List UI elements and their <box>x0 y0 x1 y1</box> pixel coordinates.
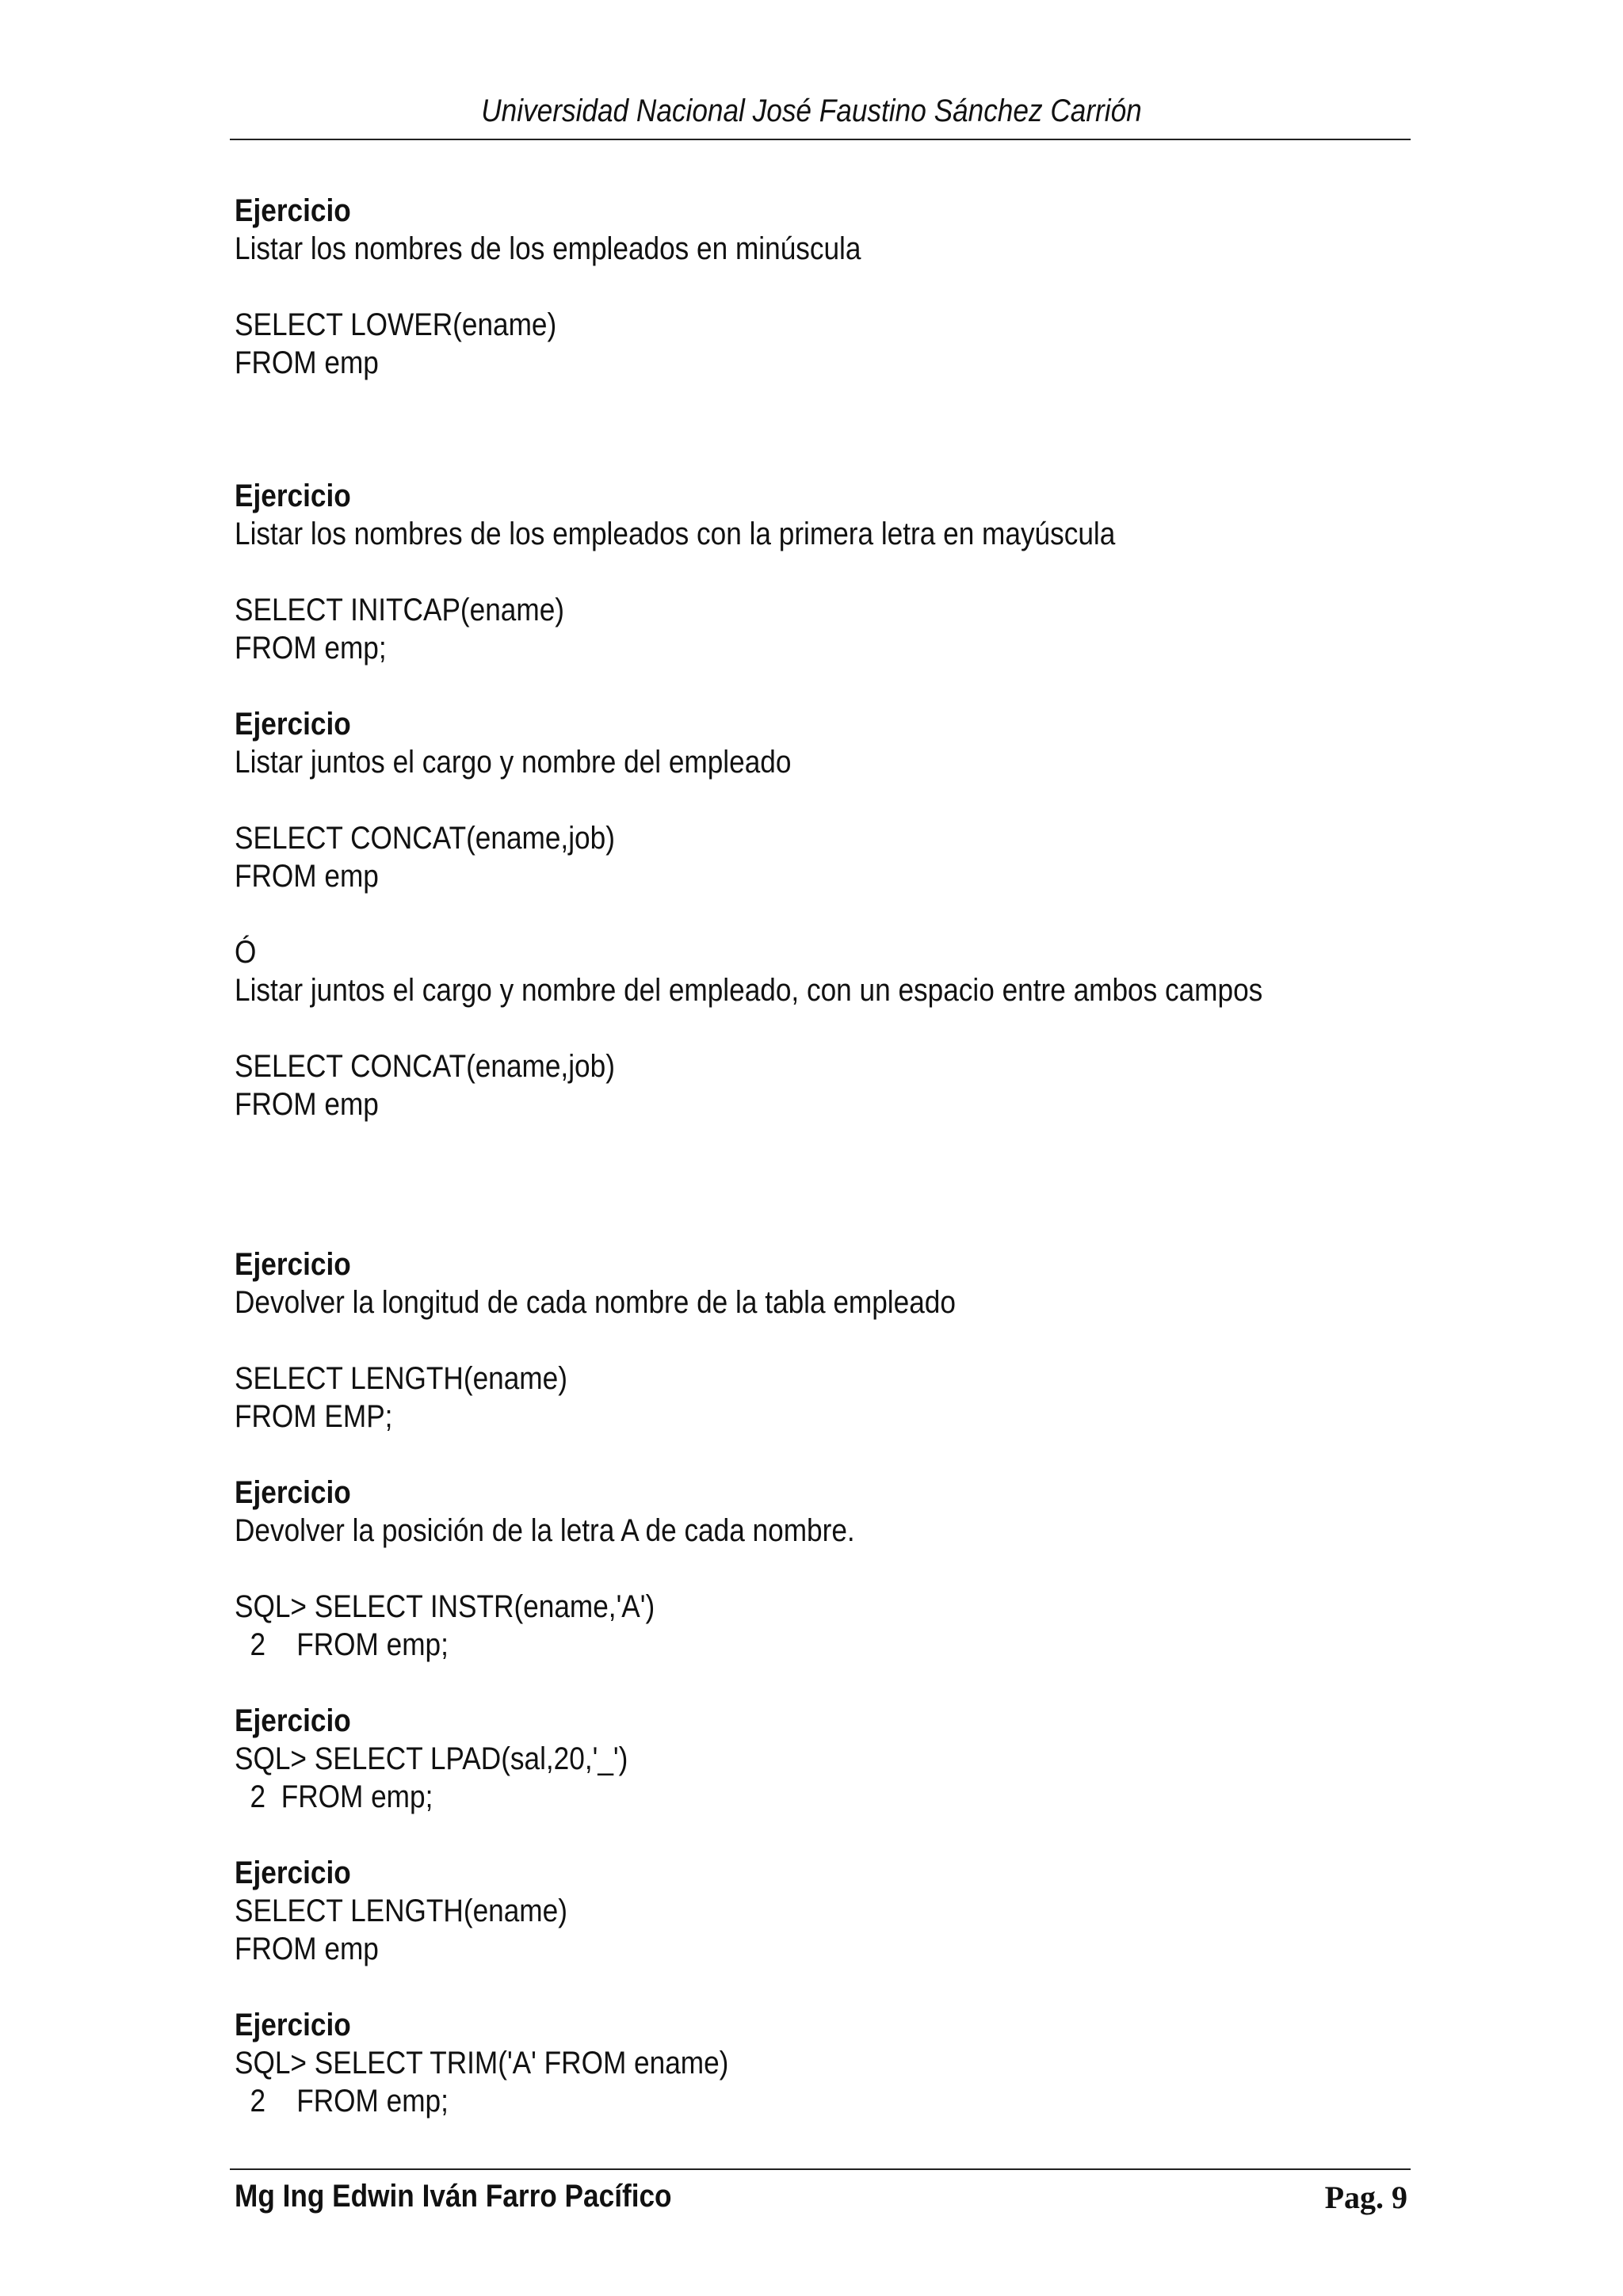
spacer <box>235 1436 1392 1474</box>
text-line: FROM emp <box>235 345 379 380</box>
spacer <box>235 1322 1392 1360</box>
exercise-block <box>235 2006 1392 2120</box>
exercise-block <box>235 705 1392 1245</box>
text-line: SELECT LOWER(ename) <box>235 307 557 342</box>
header-rule <box>230 139 1411 140</box>
spacer <box>235 268 1392 306</box>
exercise-heading: Ejercicio <box>235 1246 351 1282</box>
text-line: SELECT CONCAT(ename,job) <box>235 1049 615 1084</box>
text-line: Devolver la posición de la letra A de cada nombre. <box>235 1512 855 1548</box>
text-line: FROM emp <box>235 1087 379 1122</box>
spacer <box>235 382 1392 477</box>
exercise-heading: Ejercicio <box>235 707 351 742</box>
text-line: Devolver la longitud de cada nombre de la tabla empleado <box>235 1284 956 1320</box>
text-line: SELECT INITCAP(ename) <box>235 593 565 627</box>
text-line: FROM emp <box>235 859 379 894</box>
footer-author: Mg Ing Edwin Iván Farro Pacífico <box>235 2179 672 2214</box>
text-line: 2 FROM emp; <box>235 2083 449 2119</box>
spacer <box>235 1664 1392 1702</box>
text-line: SQL> SELECT LPAD(sal,20,'_') <box>235 1741 628 1776</box>
exercise-block <box>235 1245 1392 1474</box>
spacer <box>235 1009 1392 1047</box>
spacer <box>235 1816 1392 1854</box>
exercise-block <box>235 1702 1392 1854</box>
exercise-block <box>235 477 1392 705</box>
text-line: SELECT LENGTH(ename) <box>235 1893 567 1928</box>
text-line: SELECT LENGTH(ename) <box>235 1360 567 1396</box>
text-line: Listar juntos el cargo y nombre del empleado, con un espacio entre ambos campos <box>235 973 1263 1008</box>
exercise-heading: Ejercicio <box>235 479 351 513</box>
page-number: Pag. 9 <box>1324 2180 1407 2215</box>
exercise-heading: Ejercicio <box>235 2007 351 2042</box>
exercise-block <box>235 1474 1392 1702</box>
text-line: 2 FROM emp; <box>235 1779 433 1814</box>
exercise-block <box>235 192 1392 477</box>
exercise-heading: Ejercicio <box>235 193 351 228</box>
text-line: Listar los nombres de los empleados en minúscula <box>235 231 861 266</box>
spacer <box>235 1123 1392 1245</box>
spacer <box>235 1550 1392 1588</box>
spacer <box>235 1968 1392 2006</box>
text-line: FROM EMP; <box>235 1398 393 1434</box>
exercise-block <box>235 1854 1392 2006</box>
page-header: Universidad Nacional José Faustino Sánchez Carrión <box>481 93 1142 128</box>
exercise-heading: Ejercicio <box>235 1474 351 1510</box>
footer-rule <box>230 2168 1411 2170</box>
text-line: SELECT CONCAT(ename,job) <box>235 821 615 856</box>
text-line: Ó <box>235 935 257 970</box>
spacer <box>235 895 1392 933</box>
text-line: SQL> SELECT TRIM('A' FROM ename) <box>235 2045 729 2081</box>
text-line: FROM emp; <box>235 631 387 666</box>
document-body <box>235 192 1392 2120</box>
spacer <box>235 553 1392 591</box>
spacer <box>235 781 1392 819</box>
spacer <box>235 667 1392 705</box>
text-line: Listar los nombres de los empleados con la primera letra en mayúscula <box>235 517 1116 551</box>
exercise-heading: Ejercicio <box>235 1855 351 1890</box>
text-line: Listar juntos el cargo y nombre del empleado <box>235 745 792 780</box>
text-line: FROM emp <box>235 1931 379 1966</box>
text-line: 2 FROM emp; <box>235 1627 449 1662</box>
exercise-heading: Ejercicio <box>235 1703 351 1738</box>
text-line: SQL> SELECT INSTR(ename,'A') <box>235 1589 655 1624</box>
